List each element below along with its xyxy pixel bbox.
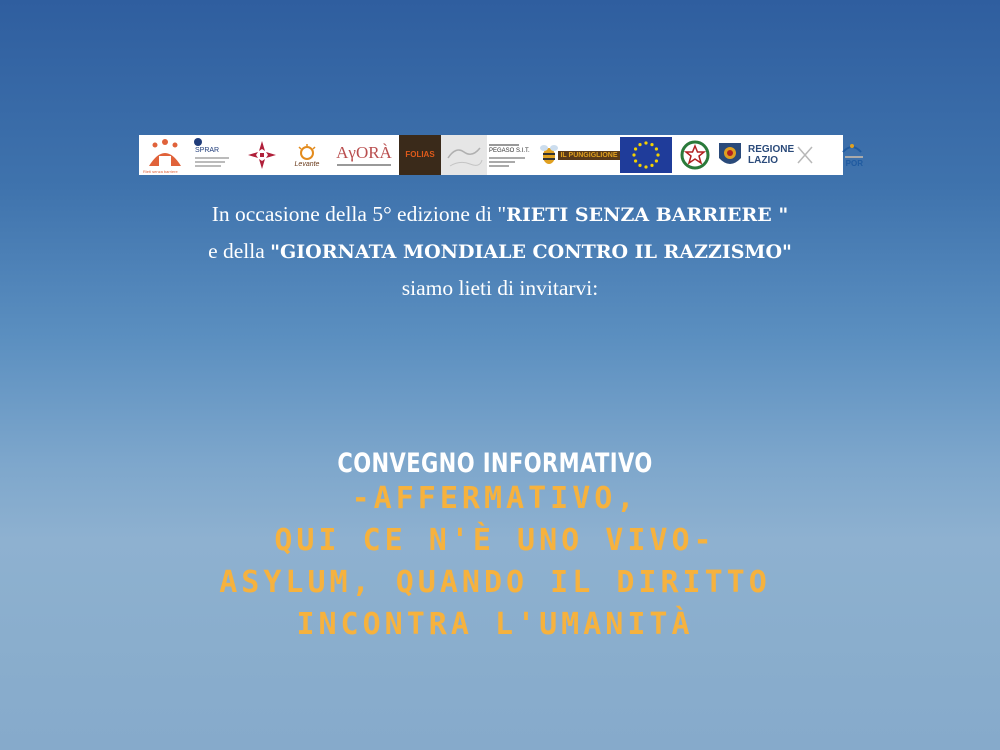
event-name-rieti-senza-barriere: RIETI SENZA BARRIERE " — [506, 204, 789, 226]
intro-line-3: siamo lieti di invitarvi: — [401, 276, 599, 300]
rieti-logo-caption: Rieti senza barriere — [143, 169, 178, 174]
il-pungiglione-logo-text: IL PUNGIGLIONE — [560, 151, 618, 159]
agora-logo — [329, 135, 399, 175]
intro-line-1 — [0, 196, 1000, 233]
regione-lazio-logo — [715, 135, 815, 175]
pegaso-logo-text: PEGASO S.I.T. — [489, 147, 530, 154]
event-title-line-1: -AFFERMATIVO, — [351, 481, 639, 516]
folias-logo-text: FOLIAS — [405, 150, 435, 159]
event-title-line-4: INCONTRA L'UMANITÀ — [296, 607, 694, 642]
repubblica-italiana-logo — [675, 135, 715, 175]
intro-line-1-prefix: In occasione della 5° edizione di " — [211, 202, 507, 226]
fse-por-logo-text: POR — [845, 159, 863, 168]
partner-logos-strip — [139, 135, 863, 175]
sprar-logo-text: SPRAR — [195, 147, 220, 154]
regione-lazio-logo-text: REGIONE LAZIO — [748, 144, 795, 166]
levante-logo-text: Levante — [294, 160, 320, 168]
intro-line-2-prefix: e della — [208, 239, 271, 263]
event-kind-heading: CONVEGNO INFORMATIVO — [337, 448, 653, 479]
intro-line-2 — [0, 233, 1000, 270]
event-title — [0, 478, 990, 646]
caritas-logo — [239, 135, 285, 175]
event-name-giornata-mondiale: "GIORNATA MONDIALE CONTRO IL RAZZISMO" — [270, 241, 792, 263]
event-title-line-2: QUI CE N'È UNO VIVO- — [274, 523, 716, 558]
pegaso-logo — [487, 135, 543, 175]
invitation-intro — [0, 196, 1000, 306]
il-pungiglione-logo — [543, 135, 617, 175]
sprar-logo — [191, 135, 239, 175]
event-title-line-3: ASYLUM, QUANDO IL DIRITTO — [219, 565, 771, 600]
levante-logo — [285, 135, 329, 175]
map-logo — [441, 135, 487, 175]
rieti-senza-barriere-logo — [139, 135, 191, 175]
folias-logo — [399, 135, 441, 175]
fse-por-logo — [815, 135, 867, 175]
agora-logo-text: AγORÀ — [336, 143, 392, 162]
eu-flag-logo — [617, 135, 675, 175]
